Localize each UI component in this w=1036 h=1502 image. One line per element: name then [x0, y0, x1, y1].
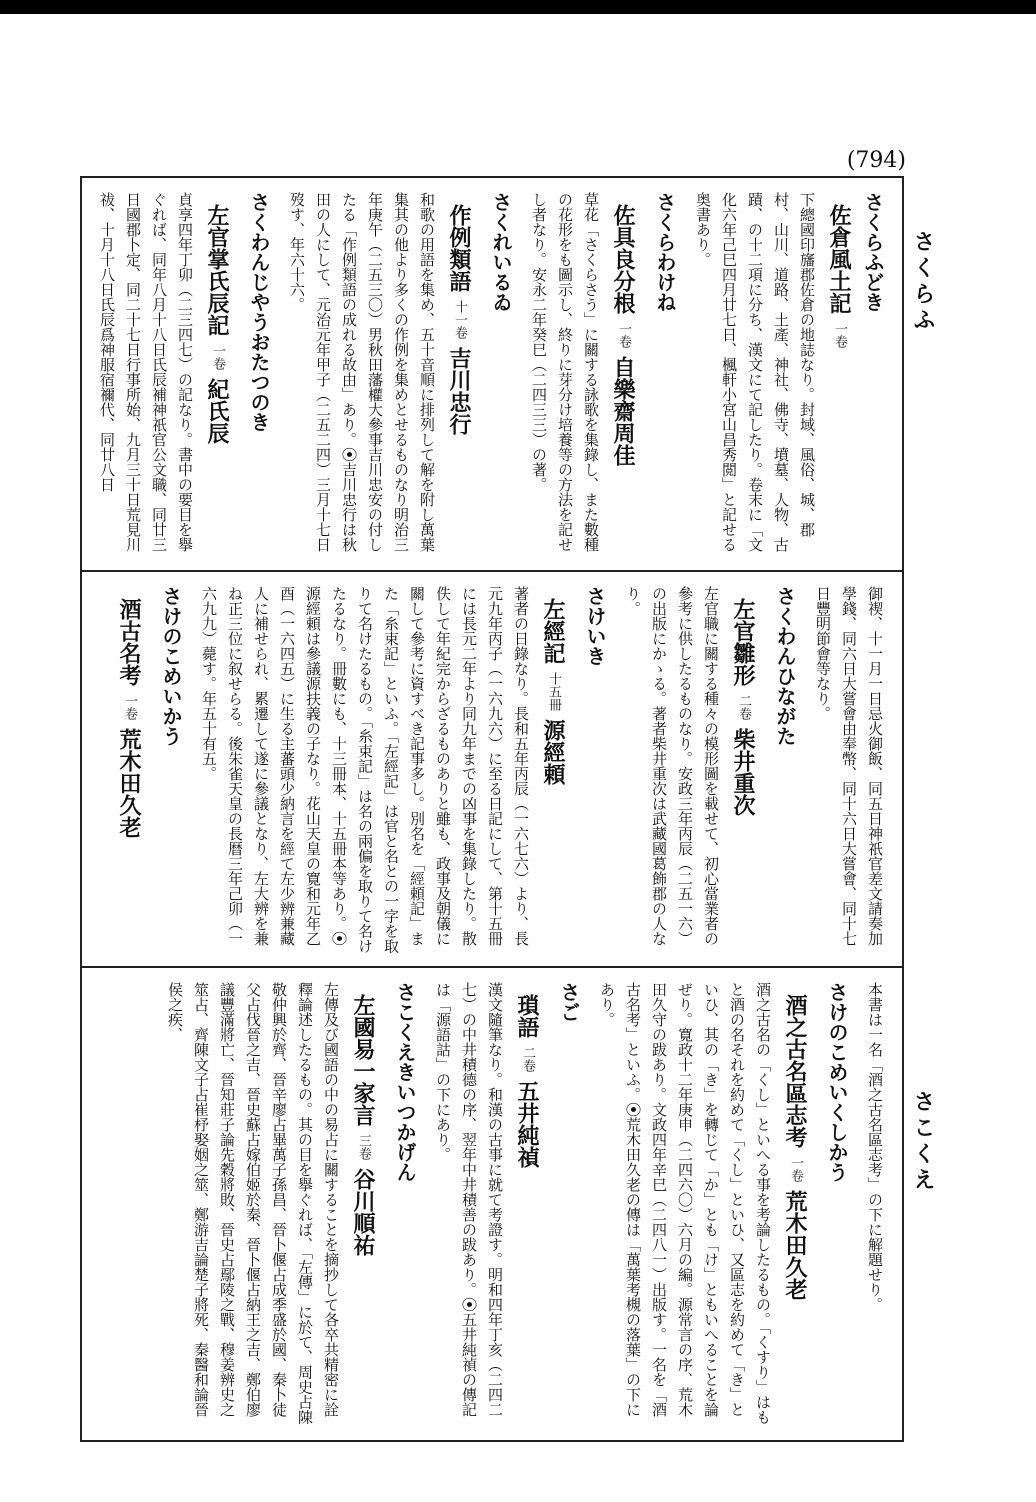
- running-header-right: さくらふ: [910, 230, 936, 334]
- entry-body: 和歌の用語を集め、五十音順に排列して解を附し萬葉集其の他より多くの作例を集めとせるものなり明治三年庚午（二五三〇）男秋田藩權大參事吉川忠安の付したる「作例類語の成れる故由」あり。⦿吉川忠行は秋田の人にして、元治元年甲子（二五二四）三月十七日歿す、年六十六。: [288, 192, 436, 553]
- entry-title: 左官掌氏辰記: [204, 204, 230, 336]
- entry-title: 佐具良分根: [610, 204, 636, 314]
- entry-title: 佐倉風土記: [826, 204, 852, 314]
- entry-heading: さけのこめいかう: [159, 586, 183, 746]
- entry-title: 酒古名考: [116, 598, 142, 686]
- entry-author: 吉川忠行: [446, 347, 472, 435]
- entry-heading: さご: [557, 982, 581, 1022]
- entry-author: 自樂齋周佳: [610, 356, 636, 466]
- running-header-left: さこくえ: [910, 1090, 936, 1194]
- entry-title-line: [348, 978, 379, 1430]
- entry-title-line: [512, 978, 543, 1430]
- tier-divider-2: [80, 966, 904, 968]
- entry-heading: さくれいるゐ: [489, 192, 513, 312]
- page-number: (794): [846, 148, 906, 173]
- entry-volumes: 一卷: [788, 1156, 803, 1182]
- entry-author: 五井純禎: [514, 1080, 540, 1168]
- entry-volumes: 一卷: [832, 322, 847, 348]
- entry-body: 左傳及び國語の中の易占に關することを摘抄して各卒共精密に詮釋論述したるもの。其の目を擧ぐれば、「左傳」に於て、周史占陳敬仲興於齊、晉辛廖占畢萬子孫昌、晉卜偃占成季盛於國、秦卜徒父占伐晉之吉、晉史蘇占嫁伯姬於秦、晉卜偃占納王之吉、鄭伯廖議豐滿將亡、晉知莊子論先穀將敗、晉史占鄢陵之戰、穆姜辨史之筮占、齊陳文子占崔杼娶姻之筮、鄭游吉論楚子將死、秦醫和論晉侯之疾、: [166, 982, 340, 1425]
- entry-volumes: 一卷: [616, 322, 631, 348]
- entry-volumes: 一卷: [210, 344, 225, 370]
- entry-body: 漢文隨筆なり。和漢の古事に就て考證す。明和四年丁亥（二四二七）の中井積德の序、翌年中井積善の跋あり。⦿五井純禎の傳記は「源語詁」の下にあり。: [434, 982, 504, 1418]
- entry-heading: さくらふどき: [861, 192, 885, 312]
- tier-3: [96, 978, 888, 1430]
- entry-body: 本書は一名「酒之古名區志考」の下に解題せり。: [866, 982, 884, 1312]
- tier-1: [96, 188, 888, 560]
- entry-author: 柴井重次: [730, 728, 756, 816]
- entry-heading: さけのこめいくしかう: [825, 982, 849, 1182]
- entry-body: 酒之古名の「くし」といへる事を考論したるもの。「くすり」はもと酒の名それを約めて「くし」といひ、又區志を約めて「き」といひ、其の「き」を轉じて「か」とも「け」ともいへることを論ぜり。寛政十二年庚申（二四六〇）六月の編。源常言の序、荒木田久守の跋あり。文政四年辛巳（二四八一）出版す。一名を「酒古名考」といふ。⦿荒木田久老の傳は「萬葉考槻の落葉」の下にあり。: [598, 982, 772, 1425]
- entry-author: 荒木田久老: [116, 728, 142, 838]
- entry-heading: さくわんひながた: [773, 586, 797, 746]
- entry-body: 草花「さくらさう」に關する詠歌を集錄し、また數種の花形をも圖示し、終りに芽分け培養等の方法を記せし者なり。安永二年癸巳（二四三三）の著。: [530, 192, 600, 552]
- entry-author: 谷川順祐: [350, 1168, 376, 1256]
- entry-volumes: 十五冊: [546, 672, 561, 711]
- tier-2: [96, 582, 888, 954]
- entry-author: 紀氏辰: [204, 378, 230, 444]
- entry-title-line: [538, 582, 569, 954]
- entry-title: 酒之古名區志考: [782, 994, 808, 1148]
- entry-title-line: [444, 188, 475, 560]
- entry-heading: さくらわけね: [653, 192, 677, 312]
- entry-title-line: [728, 582, 759, 954]
- entry-heading: さこくえきいつかげん: [393, 982, 417, 1182]
- tier-divider-1: [80, 570, 904, 572]
- entry-body: 左官職に關する種々の模形圖を載せて、初心當業者の參考に供したるものなり。安政三年丙辰（二五一六）の出版にかゝる。著者柴井重次は武藏國葛飾郡の人なり。: [624, 586, 720, 946]
- entry-title-line: [202, 188, 233, 560]
- entry-body: 貞享四年丁卯（二三四七）の記なり。書中の要目を擧ぐれば、同年八月十八日氏辰補神祇官公文職、同廿三日國郡卜定、同二十七日行事所始、九月三十日荒見川祓、十月十八日氏辰爲神服宿禰代、同廿八日: [98, 192, 194, 552]
- entry-heading: さけいき: [583, 586, 607, 666]
- entry-body: 御禊、十一月一日忌火御飯、同五日神祇官差文請奏加學錢、同六日大嘗會由奉幣、同十六日大嘗會、同十七日豐明節會等なり。: [814, 586, 884, 946]
- top-border-rule: [0, 0, 1036, 14]
- entry-title: 作例類語: [446, 204, 472, 292]
- entry-volumes: 二卷: [736, 694, 751, 720]
- entry-title: 瑣語: [514, 994, 540, 1038]
- entry-title-line: [824, 188, 855, 560]
- entry-volumes: 一卷: [122, 694, 137, 720]
- entry-volumes: 十一卷: [452, 300, 467, 339]
- entry-volumes: 三卷: [356, 1134, 371, 1160]
- entry-body: 下總國印旛郡佐倉の地誌なり。封域、風俗、城、郡村、山川、道路、土產、神社、佛寺、墳墓、人物、古蹟、の十二項に分ち、漢文にて記したり。卷末に「文化六年己巳四月廿七日、楓軒小宮山昌秀閲」と記せる奥書あり。: [694, 192, 816, 552]
- entry-volumes: 二卷: [520, 1046, 535, 1072]
- entry-author: 荒木田久老: [782, 1190, 808, 1300]
- entry-title: 左經記: [540, 598, 566, 664]
- entry-heading: さくわんじやうおたつのき: [247, 192, 271, 432]
- entry-title: 左國易一家言: [350, 994, 376, 1126]
- entry-title-line: [780, 978, 811, 1430]
- entry-author: 源經頼: [540, 719, 566, 785]
- entry-title: 左官雛形: [730, 598, 756, 686]
- entry-body: 著者の日錄なり。長和五年丙辰（一六七六）より、長元九年丙子（一六九六）に至る日記にして、第十五冊には長元二年より同九年までの凶事を集錄したり。散佚して年紀完からざるものありと雖も、政事及朝儀に關して參考に資すべき記事多し。別名を「經頼記」また「糸束記」といふ。「左經記」は官と名との一字を取りて名けたるもの。「糸束記」は名の兩偏を取りて名けたるなり。冊數にも、十三冊本、十五冊本等あり。⦿源經頼は參議源扶義の子なり。花山天皇の寛和元年乙酉（一六四五）に生る主蕃頭少納言を經て左少辨兼藏人に補せられ、累遷して遂に參議となり、左大辨を兼ね正三位に叙せらる。後朱雀天皇の長暦三年己卯（一六九九）薨す。年五十有五。: [200, 586, 530, 954]
- entry-title-line: [114, 582, 145, 954]
- entry-title-line: [608, 188, 639, 560]
